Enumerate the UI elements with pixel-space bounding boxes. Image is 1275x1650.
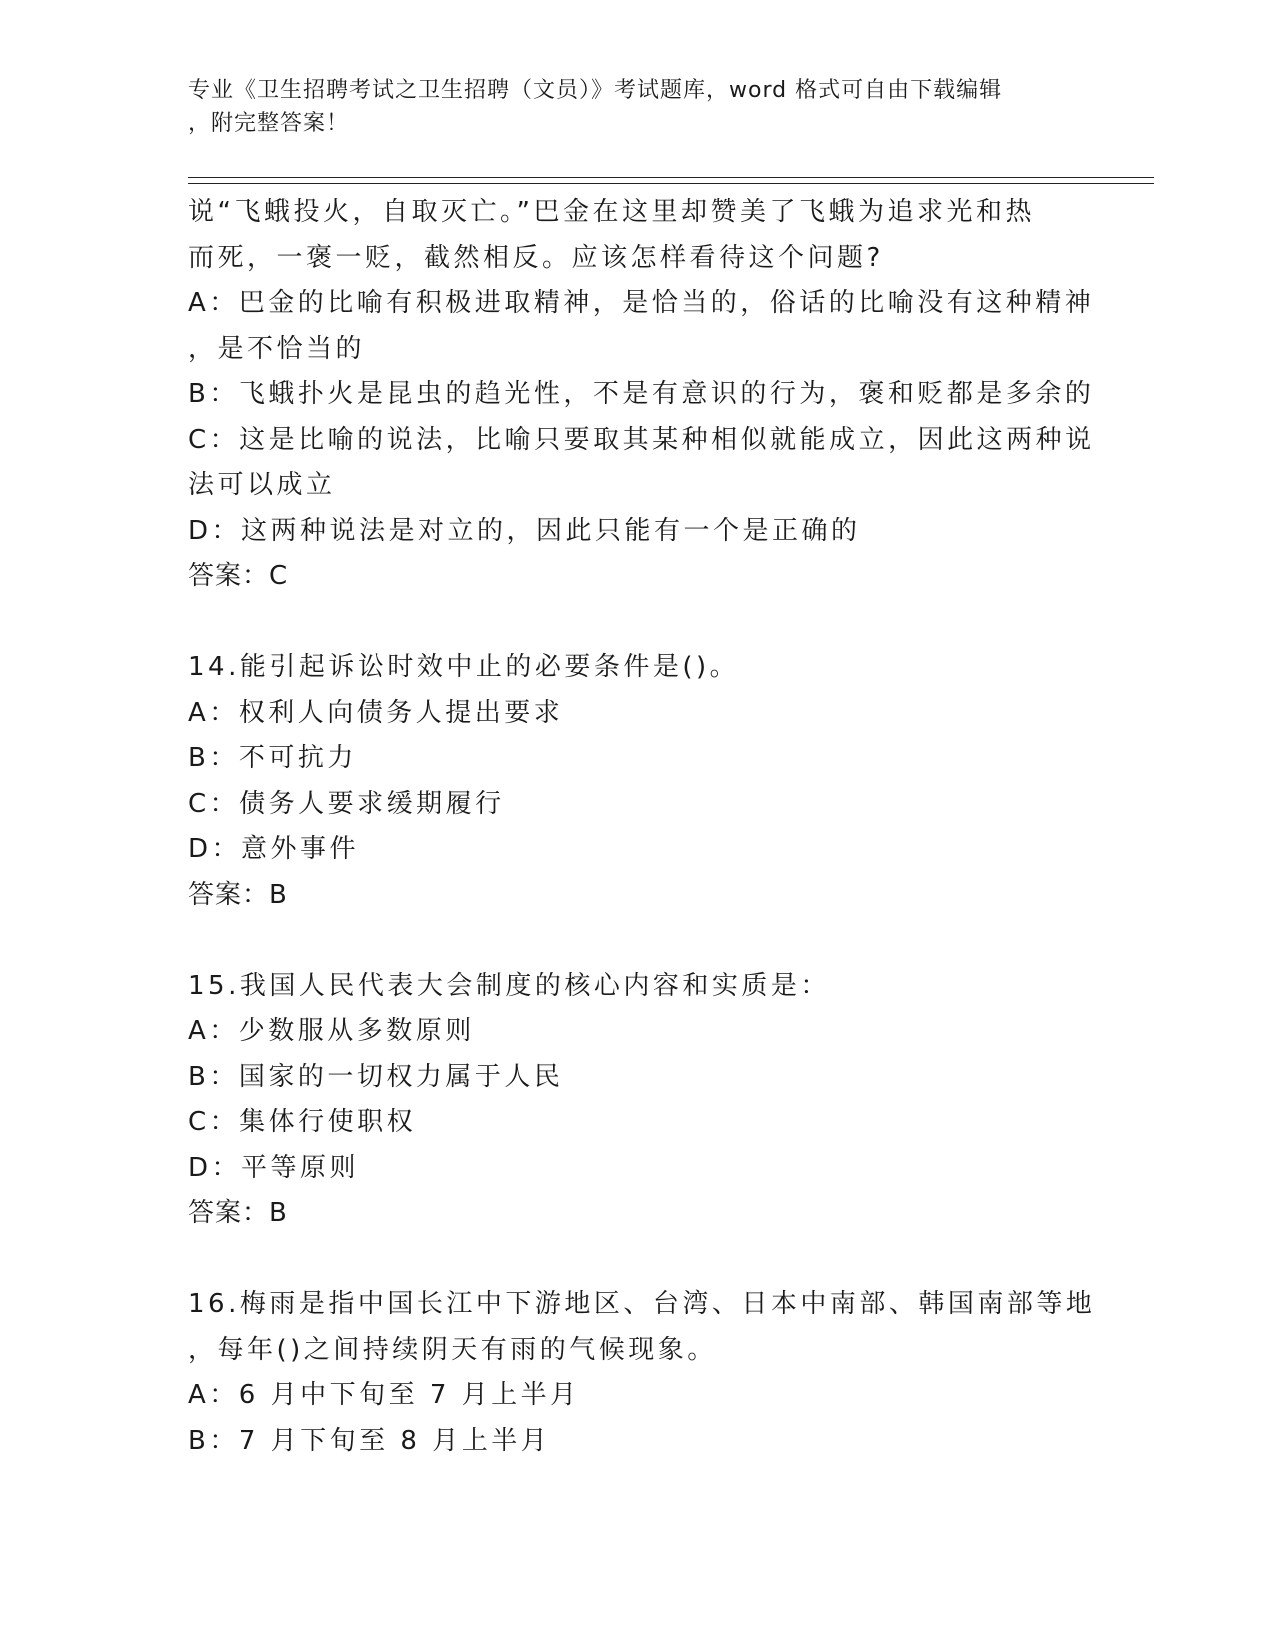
option-a: A：巴金的比喻有积极进取精神，是恰当的，俗话的比喻没有这种精神	[188, 288, 1095, 318]
question-13	[188, 190, 1095, 600]
document-header	[188, 74, 1088, 140]
option-a: A：权利人向债务人提出要求	[188, 697, 564, 728]
header-divider-top	[188, 177, 1154, 178]
question-stem: 15.我国人民代表大会制度的核心内容和实质是：	[188, 970, 830, 1001]
option-a: A：6 月中下旬至 7 月上半月	[188, 1380, 580, 1410]
question-stem: 14.能引起诉讼时效中止的必要条件是()。	[188, 652, 740, 682]
option-b: B：飞蛾扑火是昆虫的趋光性，不是有意识的行为，褒和贬都是多余的	[188, 379, 1095, 409]
spacer	[188, 600, 1088, 646]
question-stem: 而死，一褒一贬，截然相反。应该怎样看待这个问题?	[188, 242, 884, 273]
header-line-2: ，附完整答案！	[188, 111, 350, 136]
answer: 答案：B	[188, 879, 288, 910]
option-a: ，是不恰当的	[188, 333, 366, 364]
question-stem: 说“飞蛾投火，自取灭亡。”巴金在这里却赞美了飞蛾为追求光和热	[188, 197, 1035, 227]
option-c: C：债务人要求缓期履行	[188, 788, 505, 819]
option-b: B：7 月下旬至 8 月上半月	[188, 1425, 551, 1456]
answer: 答案：B	[188, 1198, 288, 1228]
header-divider-bottom	[188, 183, 1154, 184]
option-b: B：不可抗力	[188, 743, 357, 773]
answer: 答案：C	[188, 561, 289, 591]
option-b: B：国家的一切权力属于人民	[188, 1061, 564, 1092]
option-c: C：集体行使职权	[188, 1107, 417, 1137]
question-15	[188, 964, 1088, 1237]
question-list	[188, 190, 1096, 1464]
option-d: D：这两种说法是对立的，因此只能有一个是正确的	[188, 515, 861, 546]
option-c: 法可以成立	[188, 470, 336, 500]
question-16	[188, 1282, 1096, 1464]
option-d: D：平等原则	[188, 1152, 360, 1183]
question-14	[188, 645, 1088, 918]
spacer	[188, 1237, 1088, 1283]
header-line-1: 专业《卫生招聘考试之卫生招聘（文员）》考试题库，word 格式可自由下载编辑	[188, 78, 1003, 103]
option-a: A：少数服从多数原则	[188, 1016, 475, 1046]
question-stem: 16.梅雨是指中国长江中下游地区、台湾、日本中南部、韩国南部等地	[188, 1289, 1096, 1319]
question-stem: ，每年()之间持续阴天有雨的气候现象。	[188, 1334, 717, 1365]
option-d: D：意外事件	[188, 834, 360, 864]
option-c: C：这是比喻的说法，比喻只要取其某种相似就能成立，因此这两种说	[188, 424, 1095, 455]
spacer	[188, 918, 1088, 964]
